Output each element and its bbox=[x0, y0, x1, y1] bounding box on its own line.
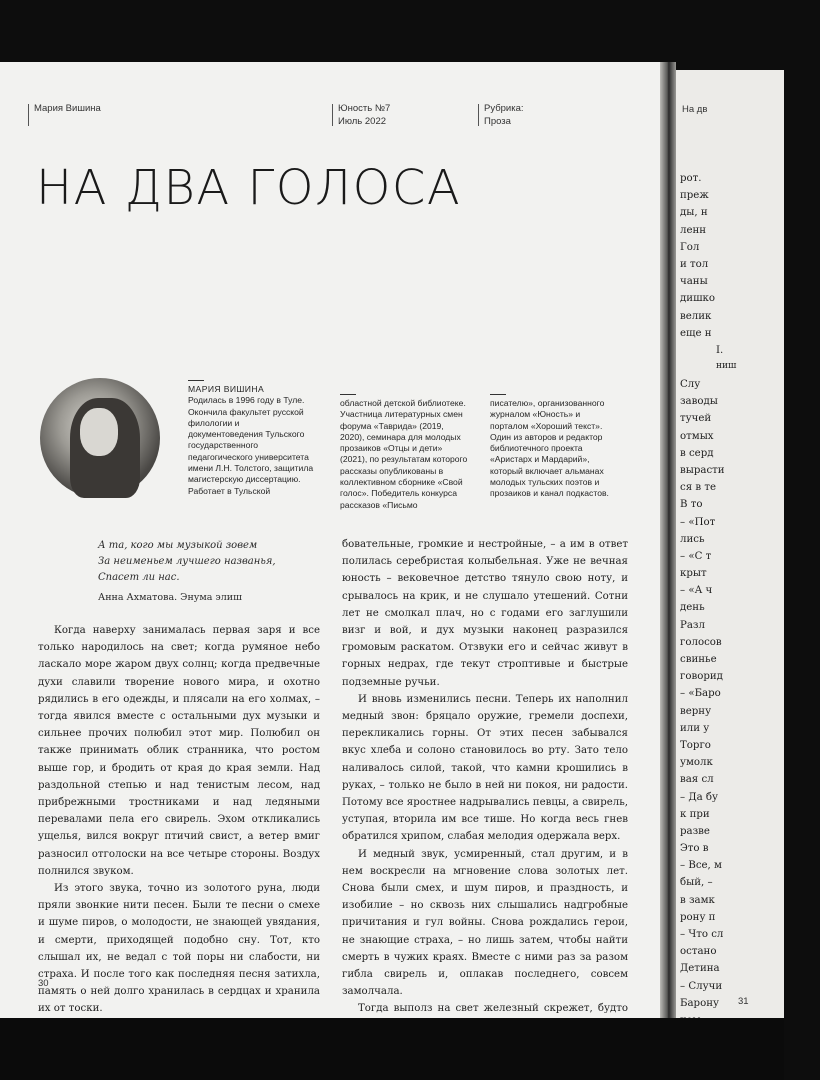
header-author bbox=[34, 102, 101, 115]
right-page-line: Гол bbox=[680, 241, 700, 253]
right-page-line: Разл bbox=[680, 619, 705, 631]
right-page-line: лись bbox=[680, 533, 705, 545]
right-page-line: бый, – bbox=[680, 877, 713, 889]
right-page-line: остано bbox=[680, 946, 717, 958]
right-page-line: – «Пот bbox=[680, 516, 716, 528]
page-number-right: 31 bbox=[738, 996, 749, 1007]
epigraph bbox=[98, 538, 348, 586]
right-page-line: голосов bbox=[680, 636, 722, 648]
right-page-line: и тол bbox=[680, 258, 709, 270]
right-page-line: – «Баро bbox=[680, 688, 721, 700]
right-page-line: разве bbox=[680, 825, 710, 837]
right-page-line: – «С т bbox=[680, 550, 712, 562]
text-column-right bbox=[342, 536, 628, 1035]
right-page-line: чаны bbox=[680, 276, 708, 288]
epigraph-line-1: А та, кого мы музыкой зовем bbox=[98, 540, 258, 551]
right-page-line: еще н bbox=[680, 327, 712, 339]
author-bio-col3 bbox=[490, 394, 618, 500]
right-page-line: вая сл bbox=[680, 774, 714, 786]
right-page-text-bottom bbox=[680, 376, 784, 1046]
right-page-header: На дв bbox=[682, 104, 708, 115]
right-page-line: – «А ч bbox=[680, 585, 713, 597]
paragraph: бовательные, громкие и нестройные, – а им в ответ полилась серебристая колыбельная. Уже не вечная юность – вековечное детство тянуло свою ноту, и срывалось на крик, и не слушало утешений. Сотни лет не смолкал плач, но с годами его заглушили визг и вой, и дух музыки наконец разразился громовым раскатом. Отзвуки его и сейчас живут в горных недрах, где текут строптивые и быстрые подземные ручьи. bbox=[342, 539, 628, 688]
right-page-line: говорид bbox=[680, 671, 723, 683]
header-issue bbox=[338, 102, 390, 128]
right-page-line: в серд bbox=[680, 447, 714, 459]
right-page-line: заводы bbox=[680, 396, 718, 408]
right-page-section-sub: ниш bbox=[716, 361, 737, 371]
header-rubric-value: Проза bbox=[484, 116, 511, 127]
right-page-line: в замк bbox=[680, 894, 715, 906]
right-page-line: к при bbox=[680, 808, 710, 820]
paragraph: И вновь изменились песни. Теперь их наполнил медный звон: бряцало оружие, гремели доспехи, перекликались горны. От этих песен забывался вкус хлеба и солоно становилось во рту. Зато тело наливалось силой, такой, что камни крошились в руках, – только не было в ней ни покоя, ни радости. Потому все яростнее надрывались певцы, а свирель, уступая, вторила им все тише. Но когда весь гнев обратился хрипом, слабая мелодия одержала верх. bbox=[342, 693, 628, 843]
left-page bbox=[0, 62, 660, 1018]
header-author-text: Мария Вишина bbox=[34, 103, 101, 114]
right-page-line: Торго bbox=[680, 739, 711, 751]
epigraph-author: Анна Ахматова. Энума элиш bbox=[98, 592, 242, 603]
bio-text-1: Родилась в 1996 году в Туле. Окончила факультет русской филологии и документоведения Тульского государственного педагогического университета имени Л.Н. Толстого, защитила магистерскую диссертацию. Работает в Тульской bbox=[188, 395, 314, 496]
paragraph: Когда наверху занималась первая заря и все только народилось на свет; когда румяное небо ласкало море жаром двух солнц; когда предвечные духи славили творение нового мира, и охотно рядились в его одежды, и плясали на его холмах, – тогда явился вместе с остальными дух музыки и сильнее прочих полюбил этот мир. Полюбил он также принимать облик странника, что ростом выше гор, и бродить от края до края земли. Над раздольной степью и над тенистым лесом, над прибрежными тростниками и над ледяными перевалами пела его свирель. Эхом откликались ущелья, вился вокруг птичий свист, а ветер вмиг разносил отголоски на все четыре стороны. Воздух полнился звуком. bbox=[38, 625, 320, 877]
right-page-line: Слу bbox=[680, 379, 701, 390]
epigraph-line-3: Спасет ли нас. bbox=[98, 572, 180, 583]
author-name: МАРИЯ ВИШИНА bbox=[188, 384, 265, 394]
right-page-line: рот. bbox=[680, 173, 702, 184]
author-bio-col2 bbox=[340, 394, 468, 511]
right-page-line: Это в bbox=[680, 843, 709, 855]
page-number-left: 30 bbox=[38, 978, 49, 989]
right-page-line: велик bbox=[680, 310, 712, 322]
epigraph-line-2: За неименьем лучшего названья, bbox=[98, 556, 276, 567]
right-page-line: крыт bbox=[680, 568, 707, 580]
bio-text-2: областной детской библиотеке. Участница литературных смен форума «Таврида» (2019, 2020), семинара для молодых прозаиков «Отцы и дети» (2021), по результатам которого рассказы опубликованы в коллективном сборнике «Свой голос». Победитель конкурса рассказов «Письмо bbox=[340, 398, 468, 510]
right-page bbox=[676, 70, 784, 1018]
right-page-line: дишко bbox=[680, 293, 716, 305]
right-page-line: Барону bbox=[680, 997, 719, 1009]
bio-text-3: писателю», организованного журналом «Юность» и порталом «Хороший текст». Один из авторов и редактор библиотечного проекта «Аристарх и Мардарий», который включает альманах молодых тульских поэтов и прозаиков и канал подкастов. bbox=[490, 398, 609, 499]
right-page-line: свинье bbox=[680, 654, 717, 665]
right-page-line: – Что сл bbox=[680, 929, 724, 940]
scan-background bbox=[0, 1018, 784, 1080]
right-page-line: – Случи bbox=[680, 980, 723, 992]
right-page-section-number: I. bbox=[716, 345, 724, 356]
right-page-line: – Все, м bbox=[680, 860, 722, 872]
header-rubric-label: Рубрика: bbox=[484, 103, 524, 114]
text-column-left bbox=[38, 622, 320, 1069]
right-page-line: преж bbox=[680, 190, 709, 202]
right-page-line: ленн bbox=[680, 224, 707, 236]
paragraph: И медный звук, усмиренный, стал другим, и в нем воскресли на мгновение слова золотых лет. Снова были смех, и шум пиров, и праздность, и изобилие – но сквозь них слышались надгробные причитания и гул войны. Снова рождались герои, не знающие страха, – но лишь затем, чтобы найти смерть в чужих краях. Вместе с ними раз за разом гибла свирель и, оплакав последнего, совсем замолчала. bbox=[342, 848, 628, 998]
article-title: НА ДВА ГОЛОСА bbox=[36, 160, 462, 216]
right-page-text-top bbox=[680, 170, 784, 342]
right-page-line: рону п bbox=[680, 911, 716, 923]
right-page-line: день bbox=[680, 602, 705, 614]
header-rubric bbox=[484, 102, 524, 128]
header-issue-date: Июль 2022 bbox=[338, 116, 387, 127]
right-page-line: ды, н bbox=[680, 207, 708, 219]
right-page-line: отмых bbox=[680, 430, 714, 442]
book-gutter bbox=[660, 62, 676, 1018]
right-page-line: или у bbox=[680, 722, 710, 734]
right-page-line: умолк bbox=[680, 757, 713, 769]
author-bio-col1 bbox=[188, 380, 316, 497]
right-page-line: вырасти bbox=[680, 464, 725, 476]
right-page-line: тучей bbox=[680, 413, 712, 425]
right-page-line: В то bbox=[680, 499, 703, 511]
paragraph: Тогда выполз на свет железный скрежет, будто bbox=[358, 1003, 628, 1015]
right-page-line: – Да бу bbox=[680, 791, 719, 803]
paragraph: Из этого звука, точно из золотого руна, люди пряли звонкие нити песен. Были те песни о смехе и шуме пиров, о молодости, не знающей увядания, и смерти, приходящей подобно сну. Тот, кто слышал их, не ведал с той поры ни слабости, ни страха. И после того как последняя песня затихла, память о ней долго хранилась в сердцах и хранила их от тоски. bbox=[38, 883, 320, 1015]
header-issue-number: Юность №7 bbox=[338, 103, 391, 114]
author-photo bbox=[40, 378, 160, 498]
right-page-line: верну bbox=[680, 705, 712, 717]
right-page-line: ся в те bbox=[680, 482, 717, 494]
right-page-line: Детина bbox=[680, 963, 720, 975]
